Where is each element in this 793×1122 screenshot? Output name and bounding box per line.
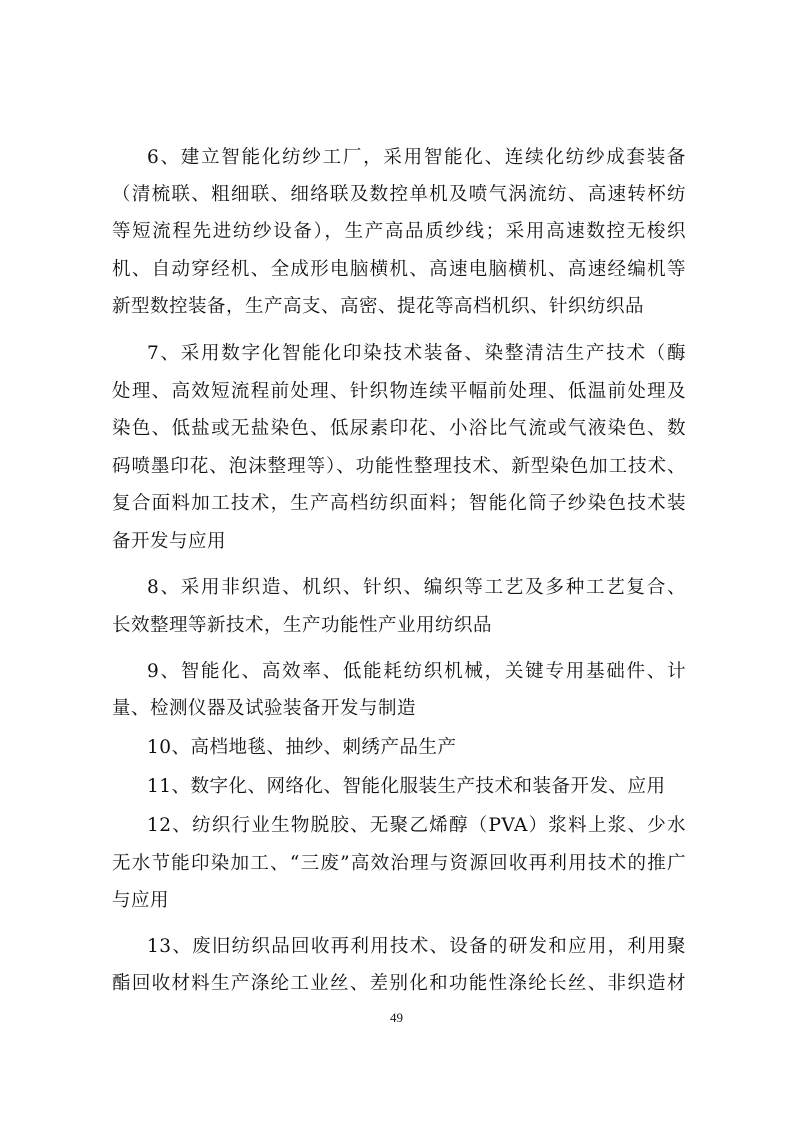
item-9-line-2: 量、检测仪器及试验装备开发与制造 [112, 698, 417, 719]
item-7-line-4: 码喷墨印花、泡沫整理等）、功能性整理技术、新型染色加工技术、 [112, 456, 686, 477]
item-7-line-1: 7、采用数字化智能化印染技术装备、染整清洁生产技术（酶 [147, 343, 686, 364]
item-6-line-4: 机、自动穿经机、全成形电脑横机、高速电脑横机、高速经编机等 [112, 259, 686, 280]
item-13-line-1: 13、废旧纺织品回收再利用技术、设备的研发和应用，利用聚 [147, 936, 686, 957]
item-13-line-2: 酯回收材料生产涤纶工业丝、差别化和功能性涤纶长丝、非织造材 [112, 973, 686, 994]
item-6-line-2: （清梳联、粗细联、细络联及数控单机及喷气涡流纺、高速转杯纺 [112, 184, 686, 205]
item-7-line-2: 处理、高效短流程前处理、针织物连续平幅前处理、低温前处理及 [112, 381, 686, 402]
item-6-line-3: 等短流程先进纺纱设备），生产高品质纱线；采用高速数控无梭织 [112, 221, 686, 242]
item-7-line-3: 染色、低盐或无盐染色、低尿素印花、小浴比气流或气液染色、数 [112, 418, 686, 439]
item-12-line-1: 12、纺织行业生物脱胶、无聚乙烯醇（PVA）浆料上浆、少水 [147, 815, 686, 836]
item-12-line-3: 与应用 [112, 890, 170, 911]
item-9-line-1: 9、智能化、高效率、低能耗纺织机械，关键专用基础件、计 [147, 661, 686, 682]
item-10-line-1: 10、高档地毯、抽纱、刺绣产品生产 [147, 737, 457, 758]
item-7-line-6: 备开发与应用 [112, 531, 227, 552]
page-number: 49 [390, 1010, 403, 1025]
item-8-line-1: 8、采用非织造、机织、针织、编织等工艺及多种工艺复合、 [147, 577, 686, 598]
item-11-line-1: 11、数字化、网络化、智能化服装生产技术和装备开发、应用 [147, 776, 666, 797]
item-7-line-5: 复合面料加工技术，生产高档纺织面料；智能化筒子纱染色技术装 [112, 493, 686, 514]
item-12-line-2: 无水节能印染加工、“三废”高效治理与资源回收再利用技术的推广 [112, 853, 686, 874]
item-6-line-1: 6、建立智能化纺纱工厂，采用智能化、连续化纺纱成套装备 [147, 147, 686, 168]
item-8-line-2: 长效整理等新技术，生产功能性产业用纺织品 [112, 615, 493, 636]
item-6-line-5: 新型数控装备，生产高支、高密、提花等高档机织、针织纺织品 [112, 296, 645, 317]
